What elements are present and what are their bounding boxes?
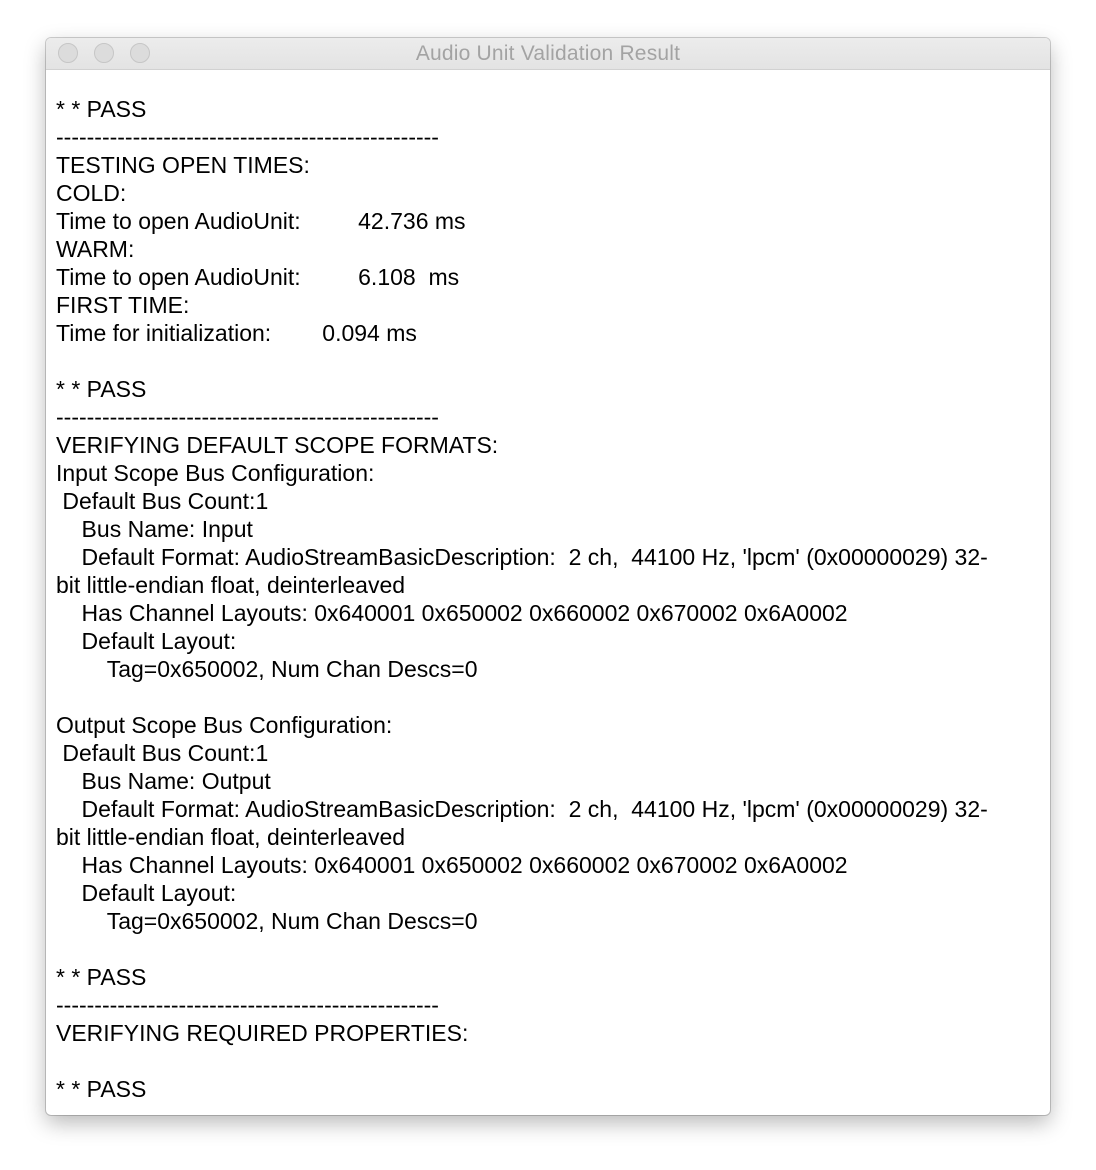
log-line: * * PASS <box>56 96 147 122</box>
log-blank-line <box>56 1047 1036 1075</box>
log-blank-line <box>56 347 1036 375</box>
log-blank-line <box>56 683 1036 711</box>
validation-log <box>56 95 1036 1103</box>
window-title: Audio Unit Validation Result <box>415 42 681 65</box>
log-line: Has Channel Layouts: 0x640001 0x650002 0x660002 0x670002 0x6A0002 <box>56 852 848 878</box>
log-line: Has Channel Layouts: 0x640001 0x650002 0x660002 0x670002 0x6A0002 <box>56 600 848 626</box>
log-line: VERIFYING REQUIRED PROPERTIES: <box>56 1020 469 1046</box>
log-line: TESTING OPEN TIMES: <box>56 152 310 178</box>
log-line: Default Layout: <box>56 628 237 654</box>
log-line: Bus Name: Input <box>56 516 253 542</box>
log-line: Default Bus Count:1 <box>56 488 269 514</box>
log-line: Default Format: AudioStreamBasicDescription: 2 ch, 44100 Hz, 'lpcm' (0x00000029) 32- <box>56 796 988 822</box>
log-line: Default Layout: <box>56 880 237 906</box>
log-line: * * PASS <box>56 1076 147 1102</box>
log-line: Time to open AudioUnit: 42.736 ms <box>56 208 466 234</box>
log-line: bit little-endian float, deinterleaved <box>56 572 406 598</box>
log-line: Tag=0x650002, Num Chan Descs=0 <box>56 656 478 682</box>
title-bar[interactable] <box>46 38 1050 70</box>
log-line: * * PASS <box>56 376 147 402</box>
log-blank-line <box>56 935 1036 963</box>
log-line: Default Format: AudioStreamBasicDescription: 2 ch, 44100 Hz, 'lpcm' (0x00000029) 32- <box>56 544 988 570</box>
log-line: Time to open AudioUnit: 6.108 ms <box>56 264 460 290</box>
log-line: * * PASS <box>56 964 147 990</box>
log-line: COLD: <box>56 180 127 206</box>
validation-result-window <box>46 38 1050 1115</box>
log-line: FIRST TIME: <box>56 292 190 318</box>
log-line: Default Bus Count:1 <box>56 740 269 766</box>
log-line: Output Scope Bus Configuration: <box>56 712 393 738</box>
log-line: Time for initialization: 0.094 ms <box>56 320 417 346</box>
log-line: bit little-endian float, deinterleaved <box>56 824 406 850</box>
log-line: Bus Name: Output <box>56 768 271 794</box>
log-line: Input Scope Bus Configuration: <box>56 460 375 486</box>
log-line: Tag=0x650002, Num Chan Descs=0 <box>56 908 478 934</box>
log-separator: -------------------------------------------------- <box>56 124 439 150</box>
log-line: WARM: <box>56 236 135 262</box>
log-line: VERIFYING DEFAULT SCOPE FORMATS: <box>56 432 499 458</box>
log-separator: -------------------------------------------------- <box>56 404 439 430</box>
log-separator: -------------------------------------------------- <box>56 992 439 1018</box>
